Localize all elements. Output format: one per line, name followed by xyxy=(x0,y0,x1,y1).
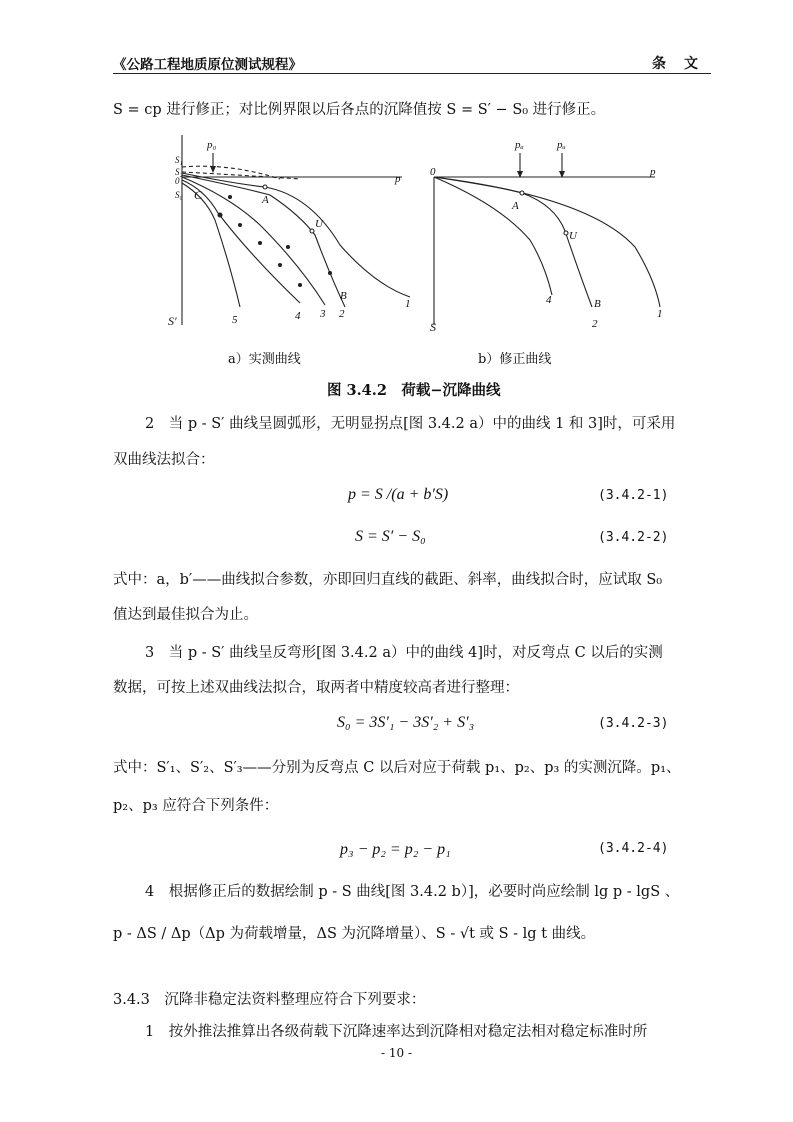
figure-title: 图 3.4.2 荷载−沉降曲线 xyxy=(327,382,501,399)
label-C: C xyxy=(194,188,203,202)
where-2-line-1: 式中：S′₁、S′₂、S′₃——分别为反弯点 C 以后对应于荷载 p₁、p₂、p₃ 的实测沉降。p₁、 xyxy=(113,760,681,776)
label-curve-2: 2 xyxy=(339,308,345,320)
item-3-line-1: 3 当 p - S′ 曲线呈反弯形[图 3.4.2 a）中的曲线 4]时，对反弯点 C 以后的实测 xyxy=(145,645,663,661)
label-origin-b: 0 xyxy=(430,166,436,178)
caption-a: a）实测曲线 xyxy=(228,352,301,367)
point-U-b xyxy=(564,231,568,235)
label-B-b: B xyxy=(594,298,601,310)
equation-1: p = S /(a + b′S) xyxy=(348,486,449,503)
equation-3: S₀ = 3S′₁ − 3S′₂ + S′₃ xyxy=(337,714,475,731)
item-4-line-2: p - ΔS / Δp（Δp 为荷载增量，ΔS 为沉降增量）、S - √t 或 S - lg t 曲线。 xyxy=(113,926,596,942)
label-curve-1: 1 xyxy=(405,298,411,310)
curve-b-4 xyxy=(434,177,552,295)
figure-3-4-2 xyxy=(160,135,680,350)
label-curve-4: 4 xyxy=(295,310,301,322)
caption-b: b）修正曲线 xyxy=(478,352,552,367)
curve-b-1 xyxy=(434,177,660,307)
label-pa: pₐ xyxy=(515,139,524,151)
dashed-line-s2 xyxy=(182,172,300,179)
label-A-a: A xyxy=(262,194,269,206)
label-A-b: A xyxy=(512,200,519,212)
point-U-a xyxy=(310,229,314,233)
header-rule xyxy=(113,73,711,74)
where-1-line-2: 值达到最佳拟合为止。 xyxy=(113,607,258,623)
label-U-a: U xyxy=(315,218,323,230)
equation-2: S = S′ − S₀ xyxy=(355,528,426,545)
label-p0: p₀ xyxy=(207,139,217,151)
equation-3-number: (3.4.2-3) xyxy=(598,716,669,731)
label-U-b: U xyxy=(569,230,577,242)
label-p-a: p xyxy=(395,173,401,185)
curve-b-2 xyxy=(434,177,592,307)
where-1-line-1: 式中：a，b′——曲线拟合参数，亦即回归直线的截距、斜率，曲线拟合时，应试取 S₀ xyxy=(113,572,663,588)
equation-2-number: (3.4.2-2) xyxy=(598,530,669,545)
equation-1-number: (3.4.2-1) xyxy=(598,488,669,503)
label-origin-a: 0 xyxy=(175,176,180,186)
curve-1 xyxy=(182,173,410,297)
text-line-1: S = cp 进行修正；对比例界限以后各点的沉降值按 S = S′ − S₀ 进行修正。 xyxy=(113,102,606,118)
header-title: 《公路工程地质原位测试规程》 xyxy=(113,57,302,73)
point-A-b xyxy=(520,191,524,195)
section-3-4-3-item-1: 1 按外推法推算出各级荷载下沉降速率达到沉降相对稳定法相对稳定标准时所 xyxy=(145,1024,648,1040)
label-curve-3: 3 xyxy=(320,308,326,320)
label-s-prime: S′ xyxy=(168,314,177,328)
panel-a-actual-curves xyxy=(168,135,411,328)
header-section: 条文 xyxy=(652,56,716,72)
equation-4: p₃ − p₂ = p₂ − p₁ xyxy=(340,841,451,858)
item-4-line-1: 4 根据修正后的数据绘制 p - S 曲线[图 3.4.2 b）]，必要时尚应绘制 lg p - lgS 、 xyxy=(145,884,680,900)
page-number: - 10 - xyxy=(380,1046,412,1060)
label-s1: S₁ xyxy=(175,155,183,165)
panel-b-corrected-curves xyxy=(430,139,663,334)
item-2-line-2: 双曲线法拟合： xyxy=(113,452,215,468)
point-C-a xyxy=(218,213,222,217)
label-S-b: S xyxy=(430,320,436,334)
label-curve-5: 5 xyxy=(232,314,238,326)
item-3-line-2: 数据，可按上述双曲线法拟合，取两者中精度较高者进行整理： xyxy=(113,680,519,696)
label-curve-b-1: 1 xyxy=(657,308,663,320)
curve-3 xyxy=(182,177,325,305)
label-p-b: p xyxy=(650,166,656,178)
label-curve-b-2: 2 xyxy=(592,318,598,330)
equation-4-number: (3.4.2-4) xyxy=(598,841,669,856)
point-A-a xyxy=(263,185,267,189)
where-2-line-2: p₂、p₃ 应符合下列条件： xyxy=(113,798,279,814)
label-s0: S₀ xyxy=(175,190,183,200)
label-pu: pᵤ xyxy=(557,139,566,151)
section-3-4-3: 3.4.3 沉降非稳定法资料整理应符合下列要求： xyxy=(113,992,426,1008)
label-s2: S₂ xyxy=(175,167,183,177)
item-2-line-1: 2 当 p - S′ 曲线呈圆弧形，无明显拐点[图 3.4.2 a）中的曲线 1 和 3]时，可采用 xyxy=(145,416,676,432)
label-curve-b-4: 4 xyxy=(546,294,552,306)
label-B-a: B xyxy=(340,290,347,302)
